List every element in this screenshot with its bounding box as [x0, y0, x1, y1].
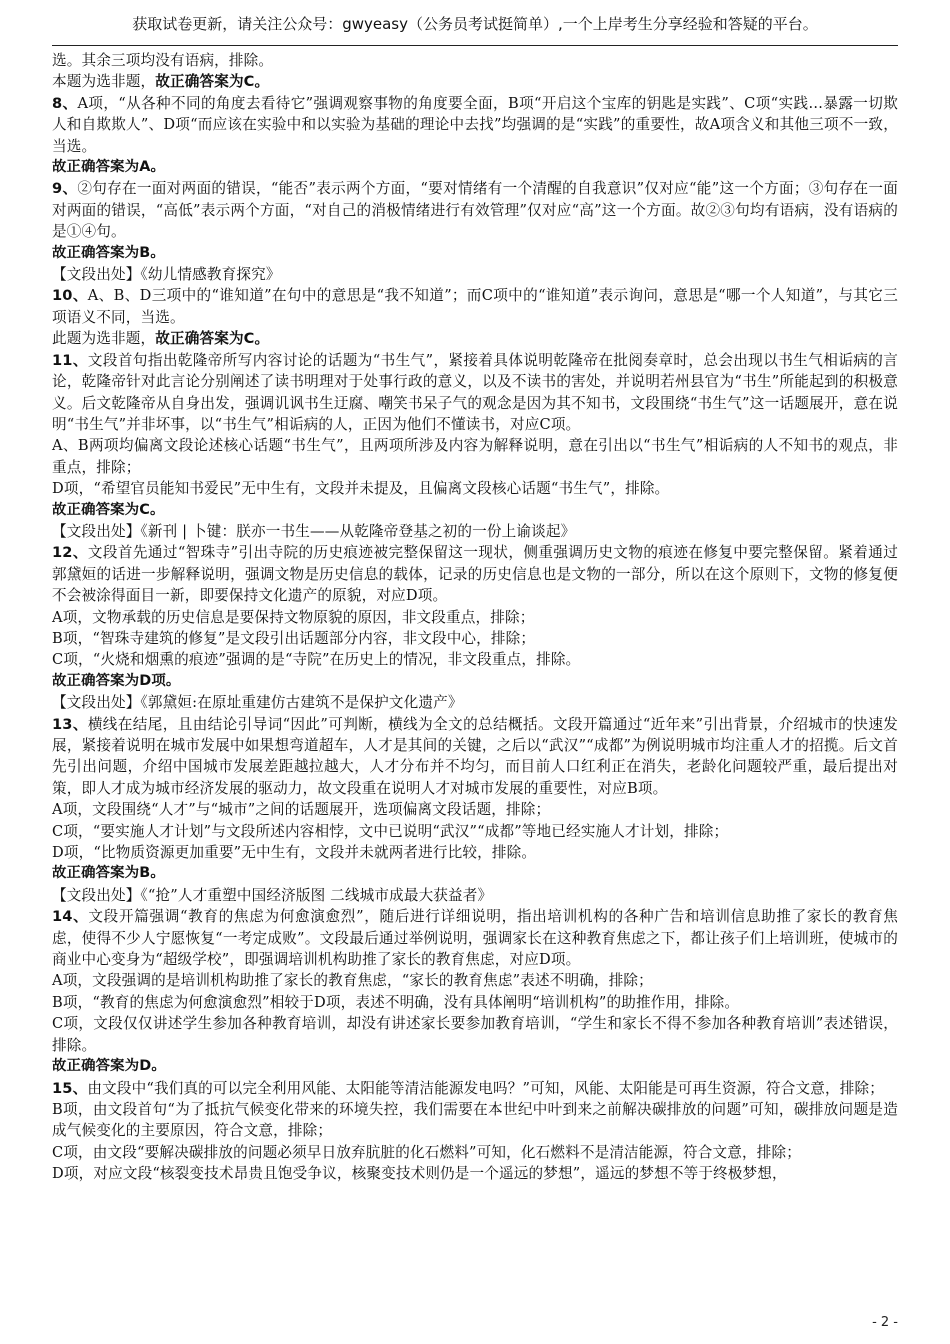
answer-line [52, 71, 898, 92]
question-number: 8、 [52, 94, 78, 112]
source-line: 【文段出处】《新刊 | 卜键：朕亦一书生——从乾隆帝登基之初的一份上谕谈起》 [52, 522, 576, 540]
paragraph: A项，文段强调的是培训机构助推了家长的教育焦虑，“家长的教育焦虑”表述不明确，排除； [52, 972, 653, 990]
paragraph: A项，文段围绕“人才”与“城市”之间的话题展开，选项偏离文段话题，排除； [52, 801, 551, 819]
question-number: 11、 [52, 351, 88, 369]
answer-bold: 故正确答案为C。 [155, 330, 270, 348]
answer-line: 故正确答案为D项。 [52, 672, 181, 689]
explanation-text: ②句存在一面对两面的错误，“能否”表示两个方面，“要对情绪有一个清醒的自我意识”仅对应“能”这一个方面；③句存在一面对两面的错误，“高低”表示两个方面，“对自己的消极情绪进行有效管理”仅对应“高”这一个方面。故②③句均有语病，没有语病的是①④句。 [52, 180, 898, 241]
paragraph: A项，文物承载的历史信息是要保持文物原貌的原因，非文段重点，排除； [52, 608, 535, 626]
explanation-text: A项，“从各种不同的角度去看待它”强调观察事物的角度要全面，B项“开启这个宝库的钥匙是实践”、C项“实践…暴露一切欺人和自欺欺人”、D项“而应该在实验中和以实验为基础的理论中去找”均强调的是“实践”的重要性，故A项含义和其他三项不一致，当选。 [52, 94, 898, 155]
paragraph: B项，“智珠寺建筑的修复”是文段引出话题部分内容，非文段中心，排除； [52, 629, 536, 647]
question-explanation [52, 350, 898, 436]
paragraph: C项，“要实施人才计划”与文段所述内容相悖，文中已说明“武汉”“成都”等地已经实施人才计划，排除； [52, 822, 729, 840]
source-line: 【文段出处】《“抢”人才重塑中国经济版图 二线城市成最大获益者》 [52, 886, 493, 904]
paragraph: D项，对应文段“核裂变技术昂贵且饱受争议，核聚变技术则仍是一个遥远的梦想”，遥远的梦想不等于终极梦想， [52, 1165, 787, 1183]
explanation-text: 文段首句指出乾隆帝所写内容讨论的话题为“书生气”，紧接着具体说明乾隆帝在批阅奏章时，总会出现以书生气相诟病的言论，乾隆帝针对此言论分别阐述了读书明理对于处事行政的意义，以及不读书的害处，并说明若州县官为“书生”所能起到的积极意义。后文乾隆帝从自身出发，强调讥讽书生迂腐、嘲笑书呆子气的观念是因为其不知书，文段围绕“书生气”这一话题展开，意在说明“书生气”并非坏事，以“书生气”相诟病的人，正因为他们不懂读书，对应C项。 [52, 351, 898, 433]
paragraph: C项，“火烧和烟熏的痕迹”强调的是“寺院”在历史上的情况，非文段重点，排除。 [52, 651, 581, 669]
answer-line: 故正确答案为A。 [52, 159, 166, 176]
explanation-text: 横线在结尾，且由结论引导词“因此”可判断，横线为全文的总结概括。文段开篇通过“近年来”引出背景，介绍城市的快速发展，紧接着说明在城市发展中如果想弯道超车，人才是其间的关键，之后以“武汉”“成都”为例说明城市均注重人才的招揽。后文首先引出问题，介绍中国城市发展差距越拉越大，人才分布并不均匀，而目前人口红利正在消失，老龄化问题较严重，最后提出对策，即人才成为城市经济发展的驱动力，故文段重在说明人才对城市发展的重要性，对应B项。 [52, 715, 898, 797]
question-number: 10、 [52, 287, 88, 305]
question-explanation [52, 93, 898, 157]
question-explanation [52, 285, 898, 328]
answer-line: 故正确答案为D。 [52, 1058, 166, 1075]
paragraph: B项，由文段首句“为了抵抗气候变化带来的环境失控，我们需要在本世纪中叶到来之前解决碳排放的问题”可知，碳排放问题是造成气候变化的主要原因，符合文意，排除； [52, 1100, 898, 1140]
answer-line: 故正确答案为B。 [52, 244, 165, 261]
paragraph: D项，“希望官员能知书爱民”无中生有，文段并未提及，且偏离文段核心话题“书生气”，排除。 [52, 480, 670, 498]
paragraph: D项，“比物质资源更加重要”无中生有，文段并未就两者进行比较，排除。 [52, 844, 537, 862]
source-line: 【文段出处】《幼儿情感教育探究》 [52, 266, 281, 284]
paragraph: A、B两项均偏离文段论述核心话题“书生气”，且两项所涉及内容为解释说明，意在引出以“书生气”相诟病的人不知书的观点，非重点，排除； [52, 437, 898, 476]
explanation-text: A、B、D三项中的“谁知道”在句中的意思是“我不知道”；而C项中的“谁知道”表示询问，意思是“哪一个人知道”，与其它三项语义不同，当选。 [52, 287, 898, 326]
paragraph: B项，“教育的焦虑为何愈演愈烈”相较于D项，表述不明确，没有具体阐明“培训机构”的助推作用，排除。 [52, 993, 740, 1011]
question-number: 14、 [52, 908, 89, 926]
page-number: - 2 - [872, 1315, 898, 1330]
question-number: 9、 [52, 180, 78, 198]
header-text: 获取试卷更新，请关注公众号：gwyeasy（公务员考试挺简单）,一个上岸考生分享经验和答疑的平台。 [132, 15, 818, 33]
explanation-text: 文段首先通过“智珠寺”引出寺院的历史痕迹被完整保留这一现状，侧重强调历史文物的痕迹在修复中要完整保留。紧着通过郭黛姮的话进一步解释说明，强调文物是历史信息的载体，记录的历史信息也是文物的一部分，所以在这个原则下，文物的修复便不会被涂得面目一新，即要保持文化遗产的原貌，对应D项。 [52, 544, 898, 605]
answer-bold: 故正确答案为C。 [155, 73, 270, 91]
answer-line: 故正确答案为C。 [52, 501, 165, 518]
header-divider [52, 45, 898, 46]
question-number: 13、 [52, 715, 88, 733]
answer-line [52, 328, 898, 349]
explanation-text: 文段开篇强调“教育的焦虑为何愈演愈烈”，随后进行详细说明，指出培训机构的各种广告和培训信息助推了家长的教育焦虑，使得不少人宁愿恢复“一考定成败”。文段最后通过举例说明，强调家长在这种教育焦虑之下，都让孩子们上培训班，使城市的商业中心变身为“超级学校”，即强调培训机构助推了家长的教育焦虑，对应D项。 [52, 908, 898, 969]
question-explanation [52, 714, 898, 800]
answer-line: 故正确答案为B。 [52, 865, 165, 882]
paragraph: C项，文段仅仅讲述学生参加各种教育培训，却没有讲述家长要参加教育培训，“学生和家长不得不参加各种教育培训”表述错误，排除。 [52, 1015, 898, 1054]
page-header [0, 0, 950, 48]
answer-prefix: 此题为选非题， [52, 330, 156, 348]
explanation-text: 由文段中“我们真的可以完全利用风能、太阳能等清洁能源发电吗？”可知，风能、太阳能是可再生资源，符合文意，排除； [87, 1079, 885, 1097]
paragraph: 选。其余三项均没有语病，排除。 [52, 52, 274, 69]
source-line: 【文段出处】《郭黛姮:在原址重建仿古建筑不是保护文化遗产》 [52, 694, 463, 712]
question-explanation [52, 1078, 898, 1099]
question-number: 12、 [52, 544, 88, 562]
answer-prefix: 本题为选非题， [52, 73, 156, 91]
document-body [52, 50, 898, 1185]
question-number: 15、 [52, 1079, 88, 1097]
question-explanation [52, 906, 898, 970]
paragraph: C项，由文段“要解决碳排放的问题必须早日放弃肮脏的化石燃料”可知，化石燃料不是清洁能源，符合文意，排除； [52, 1143, 801, 1161]
question-explanation [52, 178, 898, 242]
question-explanation [52, 542, 898, 606]
